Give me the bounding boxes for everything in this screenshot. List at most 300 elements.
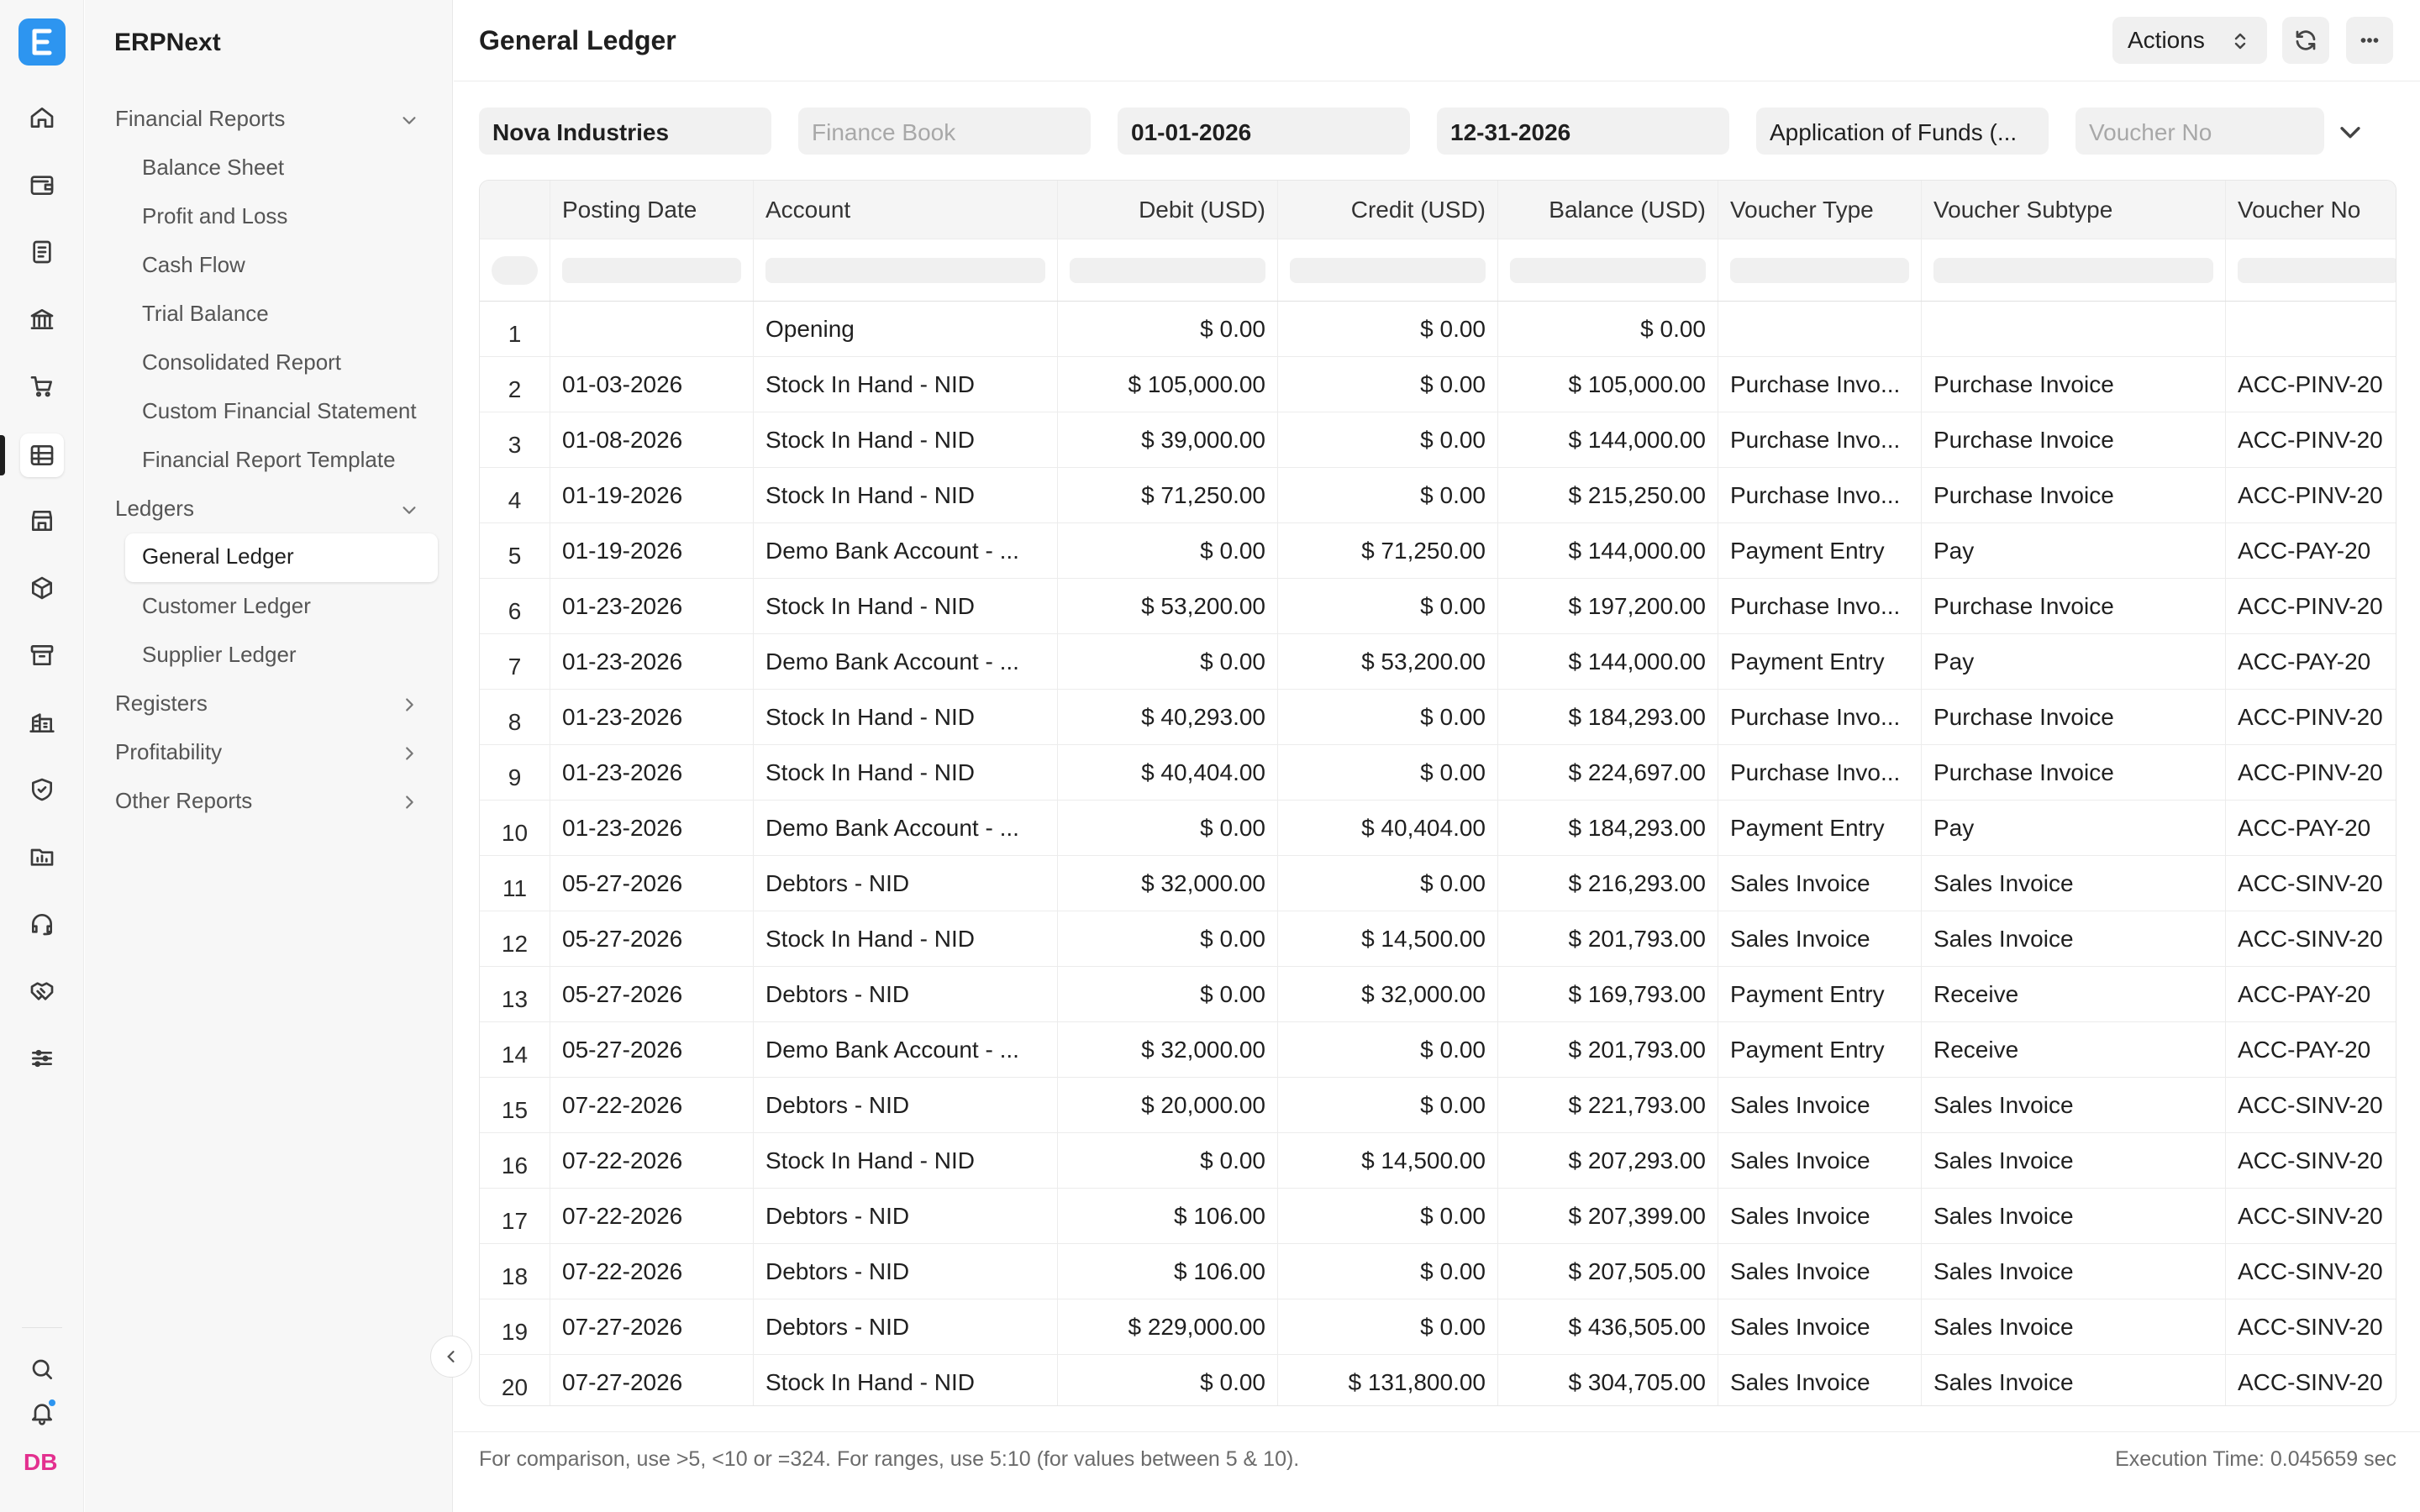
cell-balance[interactable] <box>1498 1078 1718 1132</box>
cell-voucher-type[interactable] <box>1718 1244 1922 1299</box>
table-row[interactable] <box>480 690 2396 745</box>
cell-voucher-type-text: Purchase Invo... <box>1730 703 1901 730</box>
cell-voucher-subtype[interactable] <box>1922 302 2226 356</box>
cell-voucher-subtype[interactable] <box>1922 579 2226 633</box>
row-index[interactable] <box>480 911 550 966</box>
shield-icon <box>29 776 55 803</box>
cell-posting-date[interactable] <box>550 523 754 578</box>
table-row[interactable] <box>480 911 2396 967</box>
cell-voucher-no[interactable] <box>2226 468 2396 522</box>
cell-voucher-subtype[interactable] <box>1922 745 2226 800</box>
sidebar-section-other-reports[interactable]: Other Reports <box>115 788 253 813</box>
cell-debit[interactable] <box>1058 856 1278 911</box>
row-index[interactable] <box>480 745 550 800</box>
cell-debit[interactable] <box>1058 911 1278 966</box>
cell-credit-text: $ 0.00 <box>1420 869 1486 896</box>
cell-voucher-subtype[interactable] <box>1922 1022 2226 1077</box>
cell-debit[interactable] <box>1058 1133 1278 1188</box>
cell-voucher-subtype[interactable] <box>1922 357 2226 412</box>
cell-debit[interactable] <box>1058 523 1278 578</box>
rail-search-button[interactable] <box>20 1347 64 1391</box>
table-row[interactable] <box>480 745 2396 801</box>
table-row[interactable] <box>480 357 2396 412</box>
table-row[interactable] <box>480 1133 2396 1189</box>
cell-balance[interactable] <box>1498 801 1718 855</box>
cell-voucher-type[interactable] <box>1718 967 1922 1021</box>
cell-voucher-no[interactable] <box>2226 1133 2396 1188</box>
cell-balance[interactable] <box>1498 357 1718 412</box>
cell-balance[interactable] <box>1498 302 1718 356</box>
cell-voucher-no[interactable] <box>2226 911 2396 966</box>
rail-notifications-button[interactable] <box>20 1391 64 1435</box>
cell-balance[interactable] <box>1498 856 1718 911</box>
column-filter-debit[interactable] <box>1058 239 1278 301</box>
cell-voucher-no[interactable] <box>2226 690 2396 744</box>
cell-voucher-no[interactable] <box>2226 523 2396 578</box>
cell-balance[interactable] <box>1498 690 1718 744</box>
row-index-text: 7 <box>508 653 522 680</box>
cell-posting-date[interactable] <box>550 1299 754 1354</box>
cell-voucher-no[interactable] <box>2226 1355 2396 1406</box>
cell-credit[interactable] <box>1278 801 1498 855</box>
chevron-down-icon[interactable] <box>400 111 418 129</box>
cell-debit[interactable] <box>1058 634 1278 689</box>
table-row[interactable] <box>480 412 2396 468</box>
cell-credit[interactable] <box>1278 357 1498 412</box>
cell-voucher-no[interactable] <box>2226 1189 2396 1243</box>
cell-account[interactable] <box>754 1244 1058 1299</box>
row-index[interactable] <box>480 523 550 578</box>
row-index[interactable] <box>480 357 550 412</box>
rail-stock-button[interactable] <box>20 566 64 610</box>
column-header-debit[interactable]: Debit (USD) <box>1058 181 1278 239</box>
cell-account-text: Debtors - NID <box>765 1313 910 1340</box>
table-row[interactable] <box>480 1355 2396 1406</box>
rail-manufacturing-button[interactable] <box>20 701 64 744</box>
sidebar-item-general-ledger[interactable]: General Ledger <box>125 533 438 582</box>
cell-debit-text: $ 71,250.00 <box>1141 481 1265 508</box>
cell-balance[interactable] <box>1498 634 1718 689</box>
cell-voucher-no[interactable] <box>2226 302 2396 356</box>
cell-debit-text: $ 40,404.00 <box>1141 759 1265 785</box>
cell-voucher-type-text: Payment Entry <box>1730 648 1885 675</box>
cell-credit[interactable] <box>1278 856 1498 911</box>
cell-posting-date[interactable] <box>550 1022 754 1077</box>
row-index[interactable] <box>480 634 550 689</box>
cell-balance-text: $ 184,293.00 <box>1568 703 1706 730</box>
cell-balance[interactable] <box>1498 1133 1718 1188</box>
cell-voucher-type[interactable] <box>1718 357 1922 412</box>
cell-debit[interactable] <box>1058 1355 1278 1406</box>
cell-posting-date[interactable] <box>550 856 754 911</box>
cell-debit[interactable] <box>1058 412 1278 467</box>
table-row[interactable] <box>480 634 2396 690</box>
cell-posting-date[interactable] <box>550 579 754 633</box>
cell-debit[interactable] <box>1058 302 1278 356</box>
voucher-no-filter[interactable]: Voucher No <box>2075 108 2324 155</box>
table-row[interactable] <box>480 856 2396 911</box>
cell-voucher-type[interactable] <box>1718 302 1922 356</box>
table-row[interactable] <box>480 579 2396 634</box>
sidebar-item-cash-flow[interactable]: Cash Flow <box>142 252 245 277</box>
cell-debit[interactable] <box>1058 357 1278 412</box>
cell-credit[interactable] <box>1278 302 1498 356</box>
row-index[interactable] <box>480 468 550 522</box>
footer-divider <box>454 1431 2420 1432</box>
cell-voucher-type[interactable] <box>1718 1299 1922 1354</box>
cell-posting-date[interactable] <box>550 690 754 744</box>
sidebar-item-custom-financial-statement[interactable]: Custom Financial Statement <box>142 398 417 423</box>
cell-debit[interactable] <box>1058 1078 1278 1132</box>
cell-balance[interactable] <box>1498 468 1718 522</box>
cell-posting-date[interactable] <box>550 1133 754 1188</box>
cell-voucher-type[interactable] <box>1718 745 1922 800</box>
row-index[interactable] <box>480 1189 550 1243</box>
cell-posting-date[interactable] <box>550 1189 754 1243</box>
cell-voucher-no[interactable] <box>2226 1244 2396 1299</box>
cell-debit[interactable] <box>1058 1299 1278 1354</box>
row-index-text: 12 <box>501 930 529 957</box>
cell-balance[interactable] <box>1498 412 1718 467</box>
rail-buying-button[interactable] <box>20 365 64 408</box>
cell-account[interactable] <box>754 468 1058 522</box>
finance-book-filter[interactable]: Finance Book <box>798 108 1091 155</box>
cell-account[interactable] <box>754 1078 1058 1132</box>
app-rail <box>0 0 84 1512</box>
cell-voucher-subtype[interactable] <box>1922 412 2226 467</box>
cell-voucher-no[interactable] <box>2226 634 2396 689</box>
cell-debit[interactable] <box>1058 1189 1278 1243</box>
cell-credit[interactable] <box>1278 911 1498 966</box>
cell-voucher-subtype[interactable] <box>1922 911 2226 966</box>
cell-debit[interactable] <box>1058 1244 1278 1299</box>
cell-account[interactable] <box>754 412 1058 467</box>
cell-debit[interactable] <box>1058 745 1278 800</box>
cell-posting-date[interactable] <box>550 412 754 467</box>
sidebar-section-ledgers[interactable]: Ledgers <box>115 496 194 521</box>
cell-posting-date[interactable] <box>550 1244 754 1299</box>
cell-voucher-no[interactable] <box>2226 357 2396 412</box>
cell-posting-date[interactable] <box>550 1355 754 1406</box>
cell-posting-date-text: 01-19-2026 <box>562 481 683 508</box>
cell-debit[interactable] <box>1058 1022 1278 1077</box>
cell-credit[interactable] <box>1278 690 1498 744</box>
cell-account[interactable] <box>754 1022 1058 1077</box>
cell-voucher-no[interactable] <box>2226 745 2396 800</box>
cell-account[interactable] <box>754 357 1058 412</box>
cell-voucher-type[interactable] <box>1718 579 1922 633</box>
column-filter-account[interactable] <box>754 239 1058 301</box>
cell-balance[interactable] <box>1498 967 1718 1021</box>
cell-voucher-type[interactable] <box>1718 634 1922 689</box>
cell-debit[interactable] <box>1058 801 1278 855</box>
chevron-right-icon[interactable] <box>400 793 418 811</box>
cell-posting-date[interactable] <box>550 745 754 800</box>
cell-voucher-subtype[interactable] <box>1922 634 2226 689</box>
to-date-filter[interactable]: 12-31-2026 <box>1437 108 1729 155</box>
cell-credit[interactable] <box>1278 523 1498 578</box>
row-index[interactable] <box>480 579 550 633</box>
cell-credit[interactable] <box>1278 1244 1498 1299</box>
cell-voucher-type[interactable] <box>1718 801 1922 855</box>
cell-voucher-subtype[interactable] <box>1922 1355 2226 1406</box>
cell-voucher-type[interactable] <box>1718 412 1922 467</box>
cell-voucher-subtype[interactable] <box>1922 1299 2226 1354</box>
cell-voucher-type[interactable] <box>1718 856 1922 911</box>
user-avatar[interactable]: DB <box>24 1449 58 1475</box>
table-row[interactable] <box>480 1299 2396 1355</box>
cell-voucher-no[interactable] <box>2226 1022 2396 1077</box>
cell-credit[interactable] <box>1278 412 1498 467</box>
cell-credit[interactable] <box>1278 745 1498 800</box>
row-index[interactable] <box>480 1355 550 1406</box>
from-date-filter[interactable]: 01-01-2026 <box>1118 108 1410 155</box>
cell-voucher-type[interactable] <box>1718 911 1922 966</box>
cell-voucher-subtype[interactable] <box>1922 801 2226 855</box>
cell-voucher-subtype[interactable] <box>1922 1133 2226 1188</box>
cell-credit[interactable] <box>1278 1189 1498 1243</box>
row-index-text: 14 <box>501 1041 529 1068</box>
app-name[interactable]: ERPNext <box>114 29 221 56</box>
cell-posting-date[interactable] <box>550 1078 754 1132</box>
cell-voucher-subtype-text: Purchase Invoice <box>1933 426 2114 453</box>
cell-voucher-type[interactable] <box>1718 690 1922 744</box>
row-index-text: 19 <box>501 1318 529 1345</box>
rail-settings-button[interactable] <box>20 1037 64 1080</box>
column-filter-credit[interactable] <box>1278 239 1498 301</box>
chevron-down-icon[interactable] <box>400 501 418 519</box>
cell-voucher-no[interactable] <box>2226 1299 2396 1354</box>
cell-voucher-type[interactable] <box>1718 1189 1922 1243</box>
row-index[interactable] <box>480 1244 550 1299</box>
column-filter-posting-date[interactable] <box>550 239 754 301</box>
cell-credit-text: $ 32,000.00 <box>1361 980 1486 1007</box>
cell-voucher-no[interactable] <box>2226 967 2396 1021</box>
rail-home-button[interactable] <box>20 96 64 139</box>
cell-voucher-type[interactable] <box>1718 468 1922 522</box>
cell-voucher-type[interactable] <box>1718 523 1922 578</box>
cell-posting-date-text: 07-22-2026 <box>562 1147 683 1173</box>
cell-account[interactable] <box>754 579 1058 633</box>
sidebar-item-customer-ledger[interactable]: Customer Ledger <box>142 593 311 618</box>
account-filter[interactable]: Application of Funds (... <box>1756 108 2049 155</box>
cell-posting-date[interactable] <box>550 967 754 1021</box>
cell-account[interactable] <box>754 856 1058 911</box>
cell-posting-date-text: 01-03-2026 <box>562 370 683 397</box>
table-row[interactable] <box>480 523 2396 579</box>
cell-voucher-no[interactable] <box>2226 856 2396 911</box>
cell-account[interactable] <box>754 1189 1058 1243</box>
sidebar-item-supplier-ledger[interactable]: Supplier Ledger <box>142 642 297 667</box>
column-header-voucher-subtype[interactable]: Voucher Subtype <box>1922 181 2226 239</box>
column-filter-index[interactable] <box>480 239 550 301</box>
cell-voucher-type[interactable] <box>1718 1022 1922 1077</box>
cell-balance[interactable] <box>1498 579 1718 633</box>
row-index[interactable] <box>480 690 550 744</box>
rail-accounting-button[interactable] <box>20 163 64 207</box>
row-index[interactable] <box>480 1299 550 1354</box>
cell-debit[interactable] <box>1058 468 1278 522</box>
table-icon <box>29 442 55 469</box>
column-header-balance[interactable]: Balance (USD) <box>1498 181 1718 239</box>
cell-account[interactable] <box>754 745 1058 800</box>
cell-voucher-no[interactable] <box>2226 579 2396 633</box>
cell-posting-date[interactable] <box>550 357 754 412</box>
row-index-text: 8 <box>508 708 522 735</box>
cell-credit[interactable] <box>1278 579 1498 633</box>
row-index[interactable] <box>480 412 550 467</box>
sidebar-item-balance-sheet[interactable]: Balance Sheet <box>142 155 285 180</box>
cell-credit[interactable] <box>1278 634 1498 689</box>
cell-voucher-type-text: Sales Invoice <box>1730 1202 1870 1229</box>
table-row[interactable] <box>480 801 2396 856</box>
table-row[interactable] <box>480 1189 2396 1244</box>
cell-balance[interactable] <box>1498 523 1718 578</box>
cell-debit[interactable] <box>1058 967 1278 1021</box>
cell-voucher-no[interactable] <box>2226 412 2396 467</box>
rail-support-button[interactable] <box>20 902 64 946</box>
cell-balance[interactable] <box>1498 1299 1718 1354</box>
cell-account[interactable] <box>754 801 1058 855</box>
sidebar-item-trial-balance[interactable]: Trial Balance <box>142 301 269 326</box>
rail-assets-button[interactable] <box>20 633 64 677</box>
cell-balance[interactable] <box>1498 911 1718 966</box>
sidebar-item-profit-and-loss[interactable]: Profit and Loss <box>142 203 288 228</box>
cell-voucher-type[interactable] <box>1718 1355 1922 1406</box>
column-filter-balance[interactable] <box>1498 239 1718 301</box>
cell-account[interactable] <box>754 1299 1058 1354</box>
cell-posting-date-text: 07-27-2026 <box>562 1368 683 1395</box>
column-header-account[interactable]: Account <box>754 181 1058 239</box>
column-header-voucher-no[interactable]: Voucher No <box>2238 196 2361 223</box>
row-index[interactable] <box>480 1133 550 1188</box>
row-index-text: 11 <box>502 874 528 901</box>
cell-account[interactable] <box>754 634 1058 689</box>
cell-posting-date[interactable] <box>550 302 754 356</box>
cell-account[interactable] <box>754 967 1058 1021</box>
cell-voucher-type[interactable] <box>1718 1078 1922 1132</box>
company-filter[interactable]: Nova Industries <box>479 108 771 155</box>
table-row[interactable] <box>480 1078 2396 1133</box>
cell-debit-text: $ 32,000.00 <box>1141 1036 1265 1063</box>
search-icon <box>29 1356 55 1383</box>
row-index[interactable] <box>480 1022 550 1077</box>
column-header-posting-date[interactable]: Posting Date <box>550 181 754 239</box>
cell-posting-date[interactable] <box>550 911 754 966</box>
cell-voucher-no[interactable] <box>2226 1078 2396 1132</box>
cell-posting-date-text: 05-27-2026 <box>562 980 683 1007</box>
cell-balance[interactable] <box>1498 1244 1718 1299</box>
cell-credit[interactable] <box>1278 1299 1498 1354</box>
cell-account[interactable] <box>754 1355 1058 1406</box>
cell-credit[interactable] <box>1278 1133 1498 1188</box>
refresh-button[interactable] <box>2282 17 2329 64</box>
column-header-credit[interactable]: Credit (USD) <box>1278 181 1498 239</box>
cell-posting-date[interactable] <box>550 634 754 689</box>
cell-debit[interactable] <box>1058 690 1278 744</box>
cell-voucher-type-text: Sales Invoice <box>1730 1368 1870 1395</box>
cell-balance[interactable] <box>1498 745 1718 800</box>
chevron-right-icon[interactable] <box>400 744 418 763</box>
cell-balance[interactable] <box>1498 1189 1718 1243</box>
table-row[interactable] <box>480 967 2396 1022</box>
cell-credit[interactable] <box>1278 967 1498 1021</box>
cell-credit-text: $ 14,500.00 <box>1361 925 1486 952</box>
collapse-sidebar-button[interactable] <box>430 1336 472 1378</box>
cell-voucher-no[interactable] <box>2226 801 2396 855</box>
column-filter-voucher-subtype[interactable] <box>1922 239 2226 301</box>
cell-credit[interactable] <box>1278 468 1498 522</box>
table-row[interactable] <box>480 1022 2396 1078</box>
cell-account[interactable] <box>754 911 1058 966</box>
cell-balance[interactable] <box>1498 1355 1718 1406</box>
table-row[interactable] <box>480 302 2396 357</box>
sidebar-item-consolidated-report[interactable]: Consolidated Report <box>142 349 342 375</box>
rail-selling-button[interactable] <box>20 499 64 543</box>
chevron-right-icon[interactable] <box>400 696 418 714</box>
sidebar-section-financial-reports[interactable]: Financial Reports <box>115 106 286 131</box>
sidebar-item-financial-report-template[interactable]: Financial Report Template <box>142 447 396 472</box>
column-filter-voucher-no[interactable] <box>2226 239 2396 301</box>
row-index[interactable] <box>480 302 550 356</box>
cell-account[interactable] <box>754 302 1058 356</box>
rail-reports-button[interactable] <box>20 433 64 477</box>
cell-account[interactable] <box>754 690 1058 744</box>
cell-account[interactable] <box>754 523 1058 578</box>
rail-projects-button[interactable] <box>20 835 64 879</box>
table-row[interactable] <box>480 468 2396 523</box>
cell-credit[interactable] <box>1278 1078 1498 1132</box>
cell-voucher-subtype[interactable] <box>1922 690 2226 744</box>
column-header-voucher-type[interactable]: Voucher Type <box>1718 181 1922 239</box>
cell-credit[interactable] <box>1278 1355 1498 1406</box>
cell-voucher-subtype[interactable] <box>1922 1078 2226 1132</box>
cell-voucher-subtype[interactable] <box>1922 967 2226 1021</box>
rail-crm-button[interactable] <box>20 969 64 1013</box>
row-index[interactable] <box>480 856 550 911</box>
rail-documents-button[interactable] <box>20 230 64 274</box>
more-filters-button[interactable] <box>2336 118 2365 146</box>
app-logo[interactable] <box>18 18 66 66</box>
cell-balance-text: $ 144,000.00 <box>1568 537 1706 564</box>
rail-banking-button[interactable] <box>20 297 64 341</box>
cell-posting-date[interactable] <box>550 468 754 522</box>
cell-voucher-type-text: Payment Entry <box>1730 814 1885 841</box>
sidebar-section-profitability[interactable]: Profitability <box>115 739 223 764</box>
cell-voucher-subtype[interactable] <box>1922 856 2226 911</box>
cell-voucher-subtype[interactable] <box>1922 523 2226 578</box>
row-index[interactable] <box>480 967 550 1021</box>
sidebar-section-registers[interactable]: Registers <box>115 690 208 716</box>
cell-voucher-subtype[interactable] <box>1922 468 2226 522</box>
cell-voucher-no-text: ACC-PAY-20 <box>2238 537 2371 564</box>
column-filter-voucher-type[interactable] <box>1718 239 1922 301</box>
cell-voucher-subtype[interactable] <box>1922 1244 2226 1299</box>
cell-voucher-subtype[interactable] <box>1922 1189 2226 1243</box>
more-options-button[interactable] <box>2346 17 2393 64</box>
cell-posting-date[interactable] <box>550 801 754 855</box>
cell-voucher-type[interactable] <box>1718 1133 1922 1188</box>
cell-debit[interactable] <box>1058 579 1278 633</box>
row-index[interactable] <box>480 801 550 855</box>
cell-account[interactable] <box>754 1133 1058 1188</box>
table-row[interactable] <box>480 1244 2396 1299</box>
row-index[interactable] <box>480 1078 550 1132</box>
cell-balance[interactable] <box>1498 1022 1718 1077</box>
rail-quality-button[interactable] <box>20 768 64 811</box>
actions-button[interactable] <box>2112 17 2267 64</box>
cell-credit[interactable] <box>1278 1022 1498 1077</box>
